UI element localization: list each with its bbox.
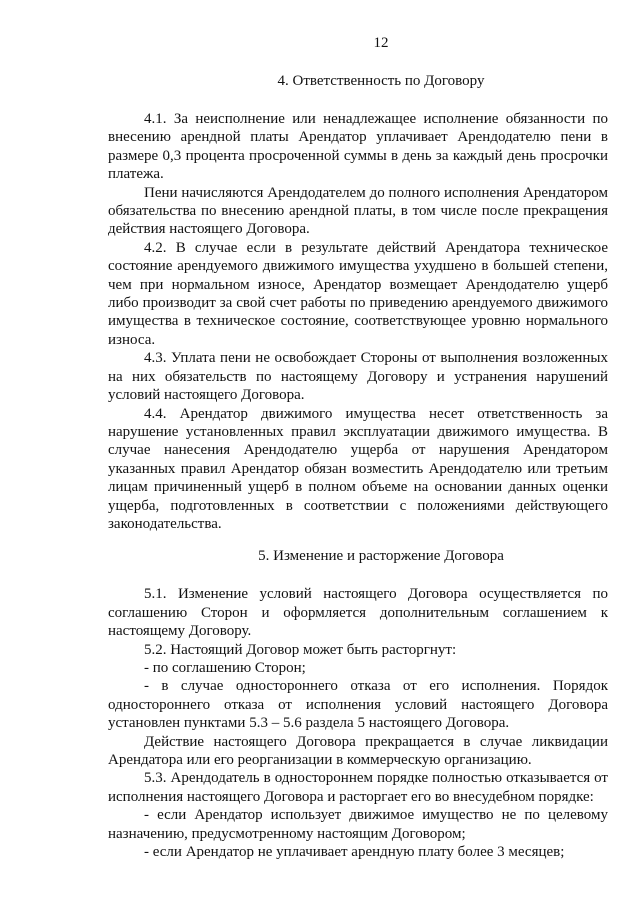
paragraph-4-2: 4.2. В случае если в результате действий Арендатора техническое состояние арендуемого движимого имущества ухудшено в большей степени, чем при нормальном износе, Арендатор возмещает Арендодателю ущерб либо производит за свой счет работы по приведению арендуемого движимого имущества в техническое состояние, соответствующее уровню нормального износа. <box>108 239 608 348</box>
section-amendment-termination <box>108 547 608 861</box>
paragraph-5-1: 5.1. Изменение условий настоящего Договора осуществляется по соглашению Сторон и оформляется дополнительным соглашением к настоящему Договору. <box>108 586 608 640</box>
paragraph-4-4: 4.4. Арендатор движимого имущества несет ответственность за нарушение установленных правил эксплуатации движимого имущества. В случае нанесения Арендодателю ущерба от нарушения Арендатором указанных правил Арендатор обязан возместить Арендодателю или третьим лицам причиненный ущерб в полном объеме на основании данных оценки ущерба, подготовленных в соответствии с положениями действующего законодательства. <box>108 405 608 532</box>
list-item-misuse: - если Арендатор использует движимое имущество не по целевому назначению, предусмотренному настоящим Договором; <box>108 807 608 842</box>
paragraph-4-1: 4.1. За неисполнение или ненадлежащее исполнение обязанности по внесению арендной платы Арендатор уплачивает Арендодателю пени в размере 0,3 процента просроченной суммы в день за каждый день просрочки платежа. <box>108 111 608 183</box>
list-item-mutual-agreement: - по соглашению Сторон; <box>144 659 306 676</box>
paragraph-termination-liquidation: Действие настоящего Договора прекращается в случае ликвидации Арендатора или его реорганизации в коммерческую организацию. <box>108 733 608 768</box>
list-item-unilateral-refusal: - в случае одностороннего отказа от его исполнения. Порядок одностороннего отказа от исполнения условий настоящего Договора установлен пунктами 5.3 – 5.6 раздела 5 настоящего Договора. <box>108 678 608 732</box>
paragraph-penalty-accrual: Пени начисляются Арендодателем до полного исполнения Арендатором обязательства по внесению арендной платы, в том числе после прекращения действия настоящего Договора. <box>108 184 608 238</box>
section-heading: 4. Ответственность по Договору <box>277 73 485 89</box>
paragraph-4-3: 4.3. Уплата пени не освобождает Стороны от выполнения возложенных на них обязательств по настоящему Договору и устранения нарушений условий настоящего Договора. <box>108 350 608 404</box>
section-heading: 5. Изменение и расторжение Договора <box>258 548 504 565</box>
paragraph-5-3: 5.3. Арендодатель в одностороннем порядке полностью отказывается от исполнения настоящего Договора и расторгает его во внесудебном порядке: <box>108 770 608 805</box>
paragraph-5-2: 5.2. Настоящий Договор может быть расторгнут: <box>144 641 457 658</box>
section-liability <box>108 72 608 533</box>
page-number: 12 <box>373 35 389 51</box>
section-divider-space <box>108 533 608 547</box>
list-item-nonpayment: - если Арендатор не уплачивает арендную плату более 3 месяцев; <box>144 844 565 861</box>
